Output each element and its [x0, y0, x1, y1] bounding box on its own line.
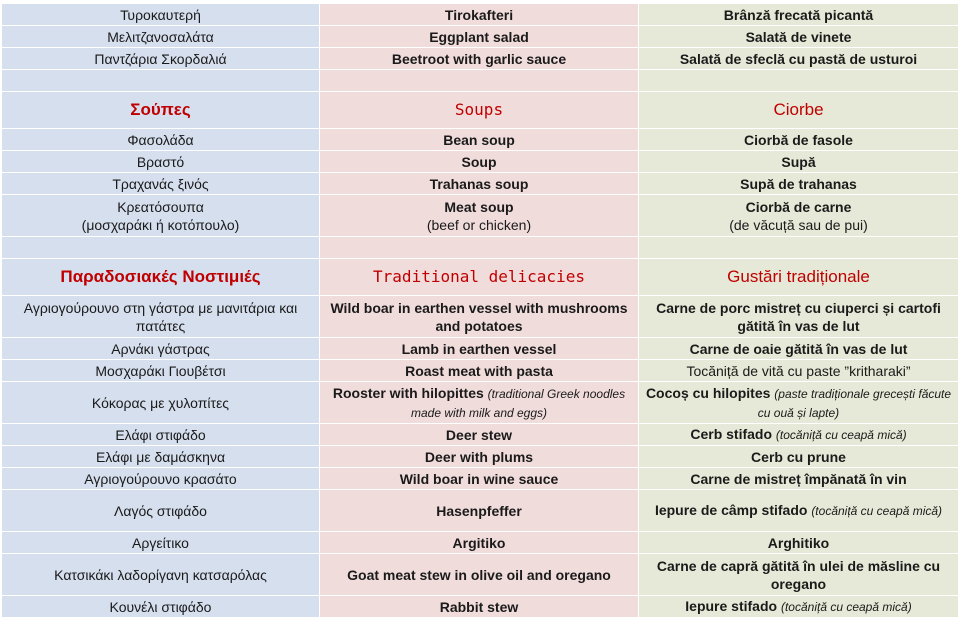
- dish-english: [320, 338, 639, 360]
- menu-row: [2, 296, 959, 338]
- dish-english: [320, 296, 639, 338]
- menu-row: [2, 532, 959, 554]
- dish-romanian: [639, 173, 959, 195]
- menu-row: [2, 596, 959, 618]
- dish-romanian: [639, 382, 959, 424]
- section-title-romanian: [639, 92, 959, 129]
- menu-row: [2, 129, 959, 151]
- cell-text: Brânză frecată picantă: [723, 6, 874, 23]
- cell-text: Goat meat stew in olive oil and oregano: [347, 566, 611, 583]
- section-title-romanian: [639, 259, 959, 296]
- dish-romanian: [639, 468, 959, 490]
- cell-text: Meat soup: [444, 198, 514, 215]
- cell-text: Αγριογούρουνο κρασάτο: [84, 470, 237, 487]
- dish-greek: [2, 360, 320, 382]
- cell-text: Ciorbe: [773, 100, 824, 119]
- cell-text: Salată de vinete: [745, 28, 852, 45]
- dish-greek: [2, 237, 320, 259]
- dish-english: [320, 490, 639, 532]
- cell-text: Tirokafteri: [444, 6, 514, 23]
- dish-romanian: [639, 70, 959, 92]
- dish-english: [320, 424, 639, 446]
- section-title-english: [320, 259, 639, 296]
- dish-english: [320, 26, 639, 48]
- dish-greek: [2, 195, 320, 237]
- cell-text: Carne de porc mistreț cu ciuperci și cartofi gătită în vas de lut: [656, 299, 941, 334]
- section-title-greek: [2, 92, 320, 129]
- dish-greek: [2, 532, 320, 554]
- cell-text: Soup: [461, 153, 497, 170]
- dish-greek: [2, 296, 320, 338]
- cell-text: Ciorbă de carne: [745, 198, 852, 215]
- cell-text: Κρεατόσουπα: [117, 198, 204, 215]
- dish-greek: [2, 468, 320, 490]
- cell-text: Supă: [781, 153, 816, 170]
- cell-note: (tocăniță cu ceapă mică): [780, 600, 912, 614]
- cell-text: Arghitiko: [767, 534, 830, 551]
- cell-note: (traditional Greek noodles made with milk and eggs): [410, 386, 626, 420]
- dish-english: [320, 237, 639, 259]
- cell-text: Tocăniță de vită cu paste ”kritharaki”: [686, 362, 911, 379]
- cell-text: Αργείτικο: [132, 534, 189, 551]
- dish-english: [320, 195, 639, 237]
- dish-romanian: [639, 490, 959, 532]
- dish-greek: [2, 173, 320, 195]
- cell-text: Παραδοσιακές Νοστιμιές: [60, 267, 261, 286]
- dish-romanian: [639, 129, 959, 151]
- dish-greek: [2, 596, 320, 618]
- cell-text: Rooster with hilopittes: [332, 384, 484, 401]
- cell-text: Wild boar in wine sauce: [399, 470, 559, 487]
- dish-english: [320, 360, 639, 382]
- dish-romanian: [639, 237, 959, 259]
- cell-text: Παντζάρια Σκορδαλιά: [94, 50, 227, 67]
- menu-row: [2, 151, 959, 173]
- cell-text: Cerb stifado: [690, 426, 773, 442]
- dish-romanian: [639, 338, 959, 360]
- dish-english: [320, 70, 639, 92]
- cell-text: Hasenpfeffer: [436, 502, 522, 519]
- dish-english: [320, 446, 639, 468]
- dish-romanian: [639, 296, 959, 338]
- menu-row: [2, 26, 959, 48]
- dish-greek: [2, 70, 320, 92]
- cell-text: Αγριογούρουνο στη γάστρα με μανιτάρια και πατάτες: [23, 299, 298, 334]
- spacer-row: [2, 237, 959, 259]
- section-title-english: [320, 92, 639, 129]
- menu-row: [2, 173, 959, 195]
- menu-row: [2, 424, 959, 446]
- dish-romanian: [639, 424, 959, 446]
- cell-text: Traditional delicacies: [373, 267, 585, 286]
- dish-romanian: [639, 446, 959, 468]
- dish-greek: [2, 338, 320, 360]
- cell-text: Carne de oaie gătită în vas de lut: [689, 340, 908, 357]
- cell-text: Beetroot with garlic sauce: [391, 50, 567, 67]
- cell-text: Salată de sfeclă cu pastă de usturoi: [679, 50, 918, 67]
- cell-text: Supă de trahanas: [740, 175, 857, 192]
- cell-text: Rabbit stew: [439, 598, 519, 615]
- menu-row: [2, 468, 959, 490]
- dish-romanian: [639, 4, 959, 26]
- dish-greek: [2, 4, 320, 26]
- section-header-row: [2, 92, 959, 129]
- cell-text: Bean soup: [443, 131, 515, 148]
- cell-text: Τραχανάς ξινός: [112, 175, 209, 192]
- cell-text: Iepure stifado: [685, 598, 778, 614]
- cell-note: (tocăniță cu ceapă mică): [775, 428, 907, 442]
- cell-text: Κουνέλι στιφάδο: [109, 598, 212, 615]
- cell-subtext: (μοσχαράκι ή κοτόπουλο): [81, 216, 240, 233]
- cell-subtext: (de văcuță sau de pui): [729, 216, 868, 233]
- cell-text: Φασολάδα: [127, 131, 194, 148]
- menu-table-body: [2, 4, 959, 618]
- dish-english: [320, 554, 639, 596]
- cell-text: Κατσικάκι λαδορίγανη κατσαρόλας: [54, 566, 267, 583]
- cell-text: Soups: [454, 100, 504, 119]
- cell-text: Ciorbă de fasole: [744, 131, 853, 148]
- dish-english: [320, 48, 639, 70]
- menu-row: [2, 195, 959, 237]
- menu-row: [2, 446, 959, 468]
- dish-greek: [2, 382, 320, 424]
- menu-row: [2, 360, 959, 382]
- dish-english: [320, 173, 639, 195]
- cell-text: Wild boar in earthen vessel with mushrooms and potatoes: [330, 299, 628, 334]
- dish-romanian: [639, 195, 959, 237]
- cell-text: Κόκορας με χυλοπίτες: [91, 394, 230, 411]
- dish-greek: [2, 151, 320, 173]
- dish-romanian: [639, 48, 959, 70]
- cell-text: Trahanas soup: [429, 175, 529, 192]
- menu-table: [1, 3, 959, 618]
- cell-text: Μελιτζανοσαλάτα: [107, 28, 214, 45]
- menu-row: [2, 338, 959, 360]
- cell-text: Cocoș cu hilopites: [645, 384, 771, 401]
- dish-greek: [2, 490, 320, 532]
- dish-english: [320, 4, 639, 26]
- cell-text: Ελάφι με δαμάσκηνα: [95, 448, 226, 465]
- dish-romanian: [639, 151, 959, 173]
- menu-row: [2, 554, 959, 596]
- cell-subtext: (beef or chicken): [426, 216, 532, 233]
- dish-english: [320, 468, 639, 490]
- cell-text: Gustări tradiționale: [727, 267, 870, 286]
- cell-text: Argitiko: [452, 534, 506, 551]
- section-title-greek: [2, 259, 320, 296]
- section-header-row: [2, 259, 959, 296]
- cell-text: Lamb in earthen vessel: [401, 340, 557, 357]
- dish-english: [320, 532, 639, 554]
- cell-text: Carne de capră gătită în ulei de măsline cu oregano: [656, 557, 941, 592]
- menu-row: [2, 48, 959, 70]
- spacer-row: [2, 70, 959, 92]
- dish-english: [320, 382, 639, 424]
- menu-row: [2, 490, 959, 532]
- cell-text: Iepure de câmp stifado: [654, 502, 808, 518]
- dish-english: [320, 151, 639, 173]
- dish-greek: [2, 48, 320, 70]
- cell-text: Αρνάκι γάστρας: [111, 340, 210, 357]
- cell-text: Βραστό: [136, 153, 185, 170]
- dish-romanian: [639, 532, 959, 554]
- cell-text: Deer stew: [445, 426, 513, 443]
- dish-english: [320, 596, 639, 618]
- dish-romanian: [639, 596, 959, 618]
- cell-text: Τυροκαυτερή: [120, 6, 201, 23]
- dish-romanian: [639, 360, 959, 382]
- dish-greek: [2, 26, 320, 48]
- cell-note: (paste tradiționale grecești făcute cu ouă și lapte): [757, 386, 952, 420]
- menu-row: [2, 382, 959, 424]
- dish-greek: [2, 554, 320, 596]
- cell-text: Roast meat with pasta: [405, 362, 553, 379]
- dish-romanian: [639, 554, 959, 596]
- cell-text: Σούπες: [130, 100, 191, 119]
- menu-row: [2, 4, 959, 26]
- dish-greek: [2, 424, 320, 446]
- dish-english: [320, 129, 639, 151]
- cell-text: Deer with plums: [424, 448, 534, 465]
- dish-greek: [2, 446, 320, 468]
- cell-text: Ελάφι στιφάδο: [115, 426, 206, 443]
- cell-text: Eggplant salad: [429, 28, 529, 45]
- cell-note: (tocăniță cu ceapă mică): [811, 504, 943, 518]
- dish-greek: [2, 129, 320, 151]
- cell-text: Μοσχαράκι Γιουβέτσι: [95, 362, 226, 379]
- cell-text: Carne de mistreț împănată în vin: [690, 470, 907, 487]
- cell-text: Cerb cu prune: [751, 448, 846, 465]
- dish-romanian: [639, 26, 959, 48]
- cell-text: Λαγός στιφάδο: [114, 502, 207, 519]
